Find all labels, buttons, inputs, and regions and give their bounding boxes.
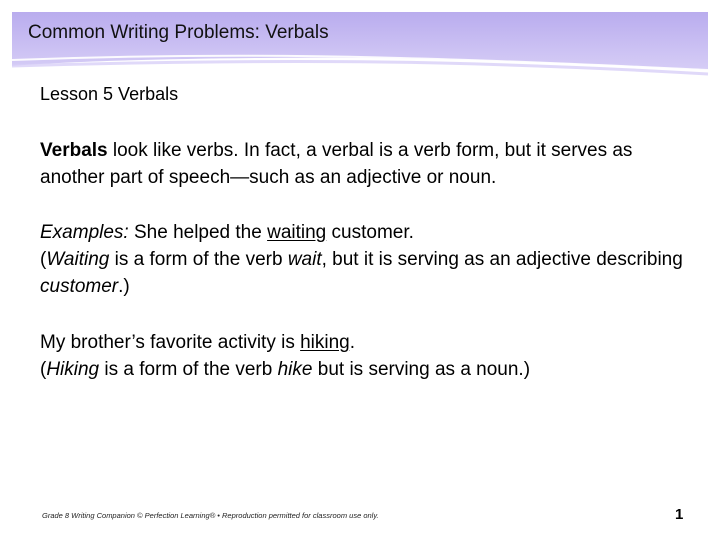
definition-paragraph — [40, 137, 690, 191]
example-text: My brother’s favorite activity is — [40, 332, 301, 353]
footer-copyright: Grade 8 Writing Companion © Perfection Learning® • Reproduction permitted for classroom use only. — [42, 511, 379, 520]
italic-term: wait — [287, 249, 322, 270]
example-text: ( — [40, 249, 47, 270]
page-title: Common Writing Problems: Verbals — [28, 22, 329, 43]
example-text: , but it is serving as an adjective describing — [321, 249, 683, 270]
example-text: but is serving as a noun.) — [312, 359, 531, 380]
example-text: .) — [118, 276, 130, 297]
underlined-verbal: hiking — [300, 332, 350, 353]
term-verbals: Verbals — [40, 140, 108, 161]
example-text: ( — [40, 359, 47, 380]
definition-text: look like verbs. In fact, a verbal is a verb form, but it serves as another part of speech—such as an adjective or noun. — [40, 140, 633, 188]
italic-term: Waiting — [46, 249, 110, 270]
italic-term: customer — [40, 276, 119, 297]
example-2 — [40, 329, 690, 383]
page-number: 1 — [675, 506, 684, 523]
example-text: is a form of the verb — [109, 249, 288, 270]
italic-term: hike — [277, 359, 313, 380]
header-band — [0, 0, 720, 80]
example-text: is a form of the verb — [99, 359, 278, 380]
italic-term: Hiking — [46, 359, 100, 380]
lesson-heading: Lesson 5 Verbals — [40, 84, 179, 104]
example-text: . — [349, 332, 356, 353]
example-text: She helped the — [128, 222, 268, 243]
examples-label: Examples: — [40, 222, 129, 243]
example-1 — [40, 219, 690, 300]
example-text: customer. — [326, 222, 414, 243]
underlined-verbal: waiting — [267, 222, 327, 243]
